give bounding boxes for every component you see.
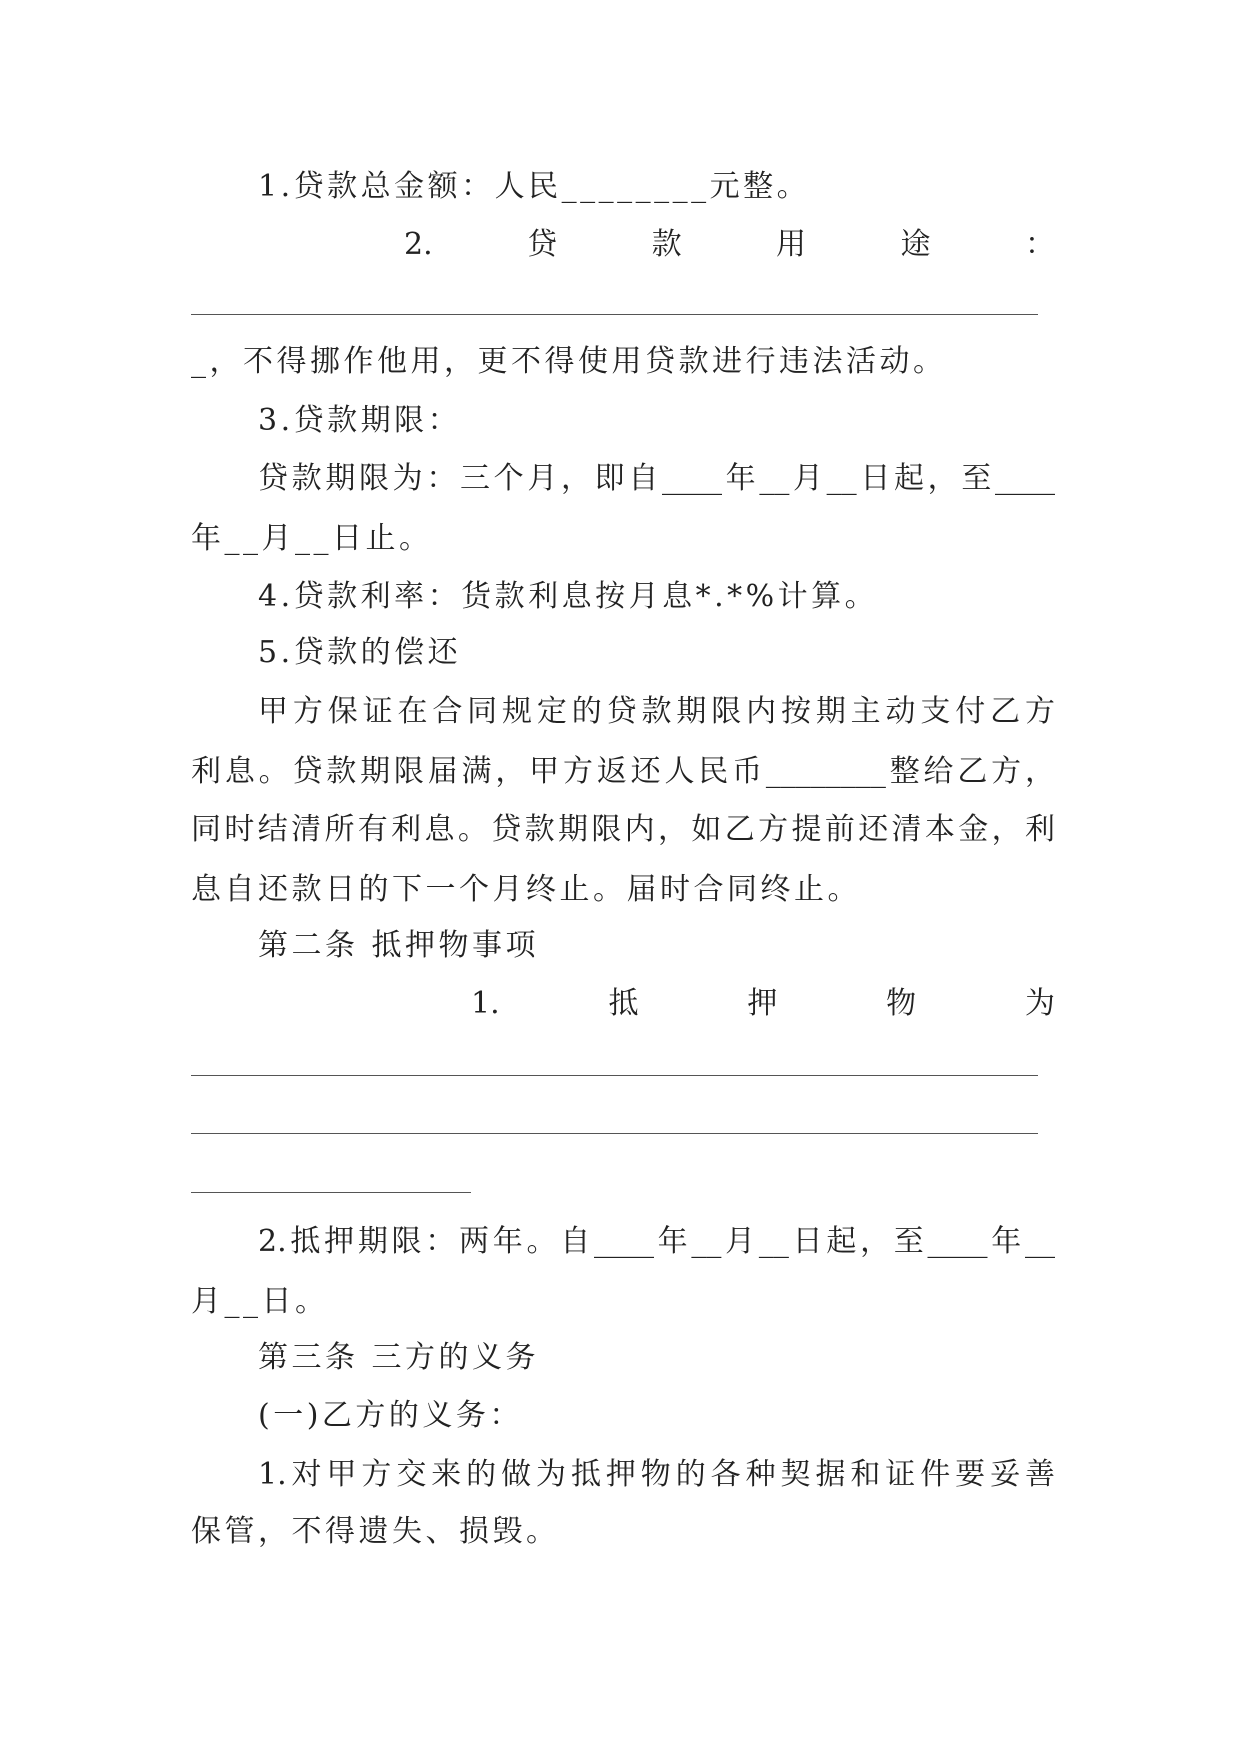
blank-line (191, 314, 1038, 315)
repayment-paragraph-line: 甲方保证在合同规定的贷款期限内按期主动支付乙方 (258, 694, 1055, 729)
repayment-paragraph-line: 利息。贷款期限届满，甲方返还人民币________整给乙方， (191, 754, 1055, 789)
loan-purpose-token: 贷 (527, 227, 558, 262)
collateral-term-line: 月__日。 (191, 1284, 329, 1319)
loan-purpose-token: 款 (651, 227, 682, 262)
repayment-heading: 5.贷款的偿还 (258, 635, 462, 670)
loan-purpose-token: ： (1024, 227, 1055, 262)
loan-amount-clause: 1.贷款总金额：人民________元整。 (258, 169, 811, 204)
repayment-paragraph-line: 息自还款日的下一个月终止。届时合同终止。 (191, 872, 861, 907)
loan-term-line: 贷款期限为：三个月，即自____年__月__日起，至____ (258, 461, 1055, 496)
collateral-token: 抵 (608, 986, 639, 1021)
collateral-token: 为 (1025, 986, 1055, 1021)
collateral-token: 物 (886, 986, 917, 1021)
collateral-token: 押 (747, 986, 778, 1021)
loan-purpose-restriction: _，不得挪作他用，更不得使用贷款进行违法活动。 (191, 344, 947, 379)
loan-term-heading: 3.贷款期限： (258, 403, 462, 438)
article-2-heading: 第二条 抵押物事项 (258, 928, 540, 963)
collateral-token: 1. (471, 986, 500, 1021)
collateral-clause (471, 984, 1055, 1024)
loan-purpose-clause (404, 225, 1055, 265)
blank-line (191, 1075, 1038, 1076)
blank-line (191, 1192, 471, 1193)
interest-rate-clause: 4.贷款利率：货款利息按月息*.*%计算。 (258, 579, 879, 614)
repayment-paragraph-line: 同时结清所有利息。贷款期限内，如乙方提前还清本金，利 (191, 812, 1055, 847)
loan-purpose-token: 用 (776, 227, 807, 262)
loan-term-line: 年__月__日止。 (191, 521, 433, 556)
party-b-duty-line: 保管，不得遗失、损毁。 (191, 1514, 560, 1549)
party-b-obligations-heading: (一)乙方的义务： (258, 1398, 523, 1433)
loan-purpose-token: 2. (404, 227, 433, 262)
collateral-term-line: 2.抵押期限：两年。自____年__月__日起，至____年__ (258, 1224, 1055, 1259)
party-b-duty-line: 1.对甲方交来的做为抵押物的各种契据和证件要妥善 (258, 1457, 1055, 1492)
loan-purpose-token: 途 (900, 227, 931, 262)
blank-line (191, 1133, 1038, 1134)
article-3-heading: 第三条 三方的义务 (258, 1340, 540, 1375)
